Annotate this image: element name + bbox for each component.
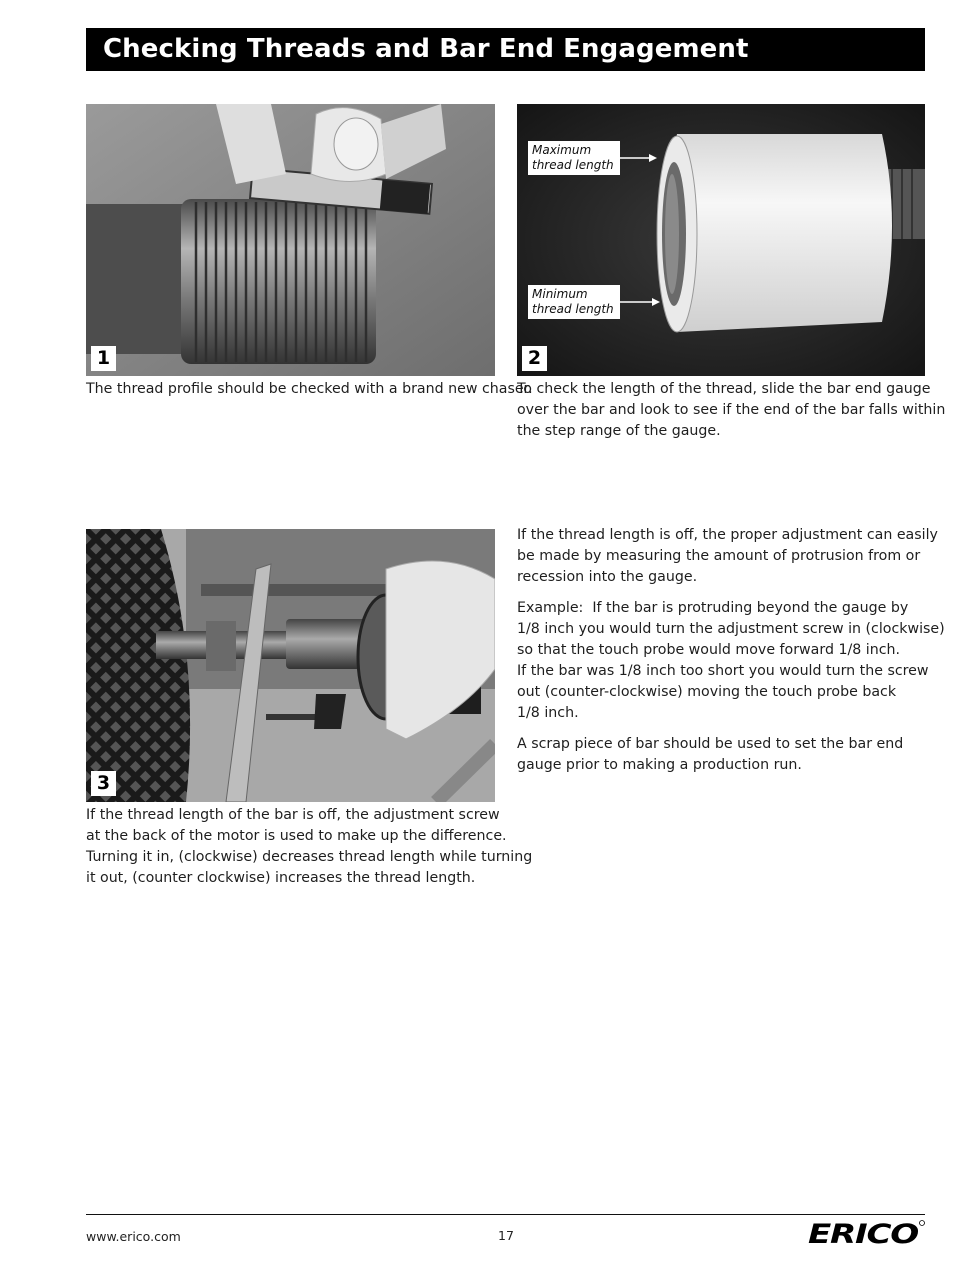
callout-maximum-thread-length: [528, 141, 620, 175]
p1-line-2: be made by measuring the amount of protrusion from or: [517, 548, 921, 564]
figure-2-number: 2: [522, 346, 547, 371]
callout-min-line-2: thread length: [532, 302, 614, 316]
title-bar: [86, 28, 925, 71]
caption-2-line-1: To check the length of the thread, slide the bar end gauge: [517, 381, 931, 397]
figure-3-number: 3: [91, 771, 116, 796]
right-column-text: [517, 525, 945, 786]
p2-line-3: so that the touch probe would move forward 1/8 inch.: [517, 642, 901, 658]
figure-3-photo: [86, 529, 495, 802]
p3-line-2: gauge prior to making a production run.: [517, 757, 802, 773]
caption-2-line-3: the step range of the gauge.: [517, 423, 721, 439]
caption-3-line-3: Turning it in, (clockwise) decreases thread length while turning: [86, 849, 533, 865]
p2-line-4: If the bar was 1/8 inch too short you would turn the screw: [517, 663, 929, 679]
paragraph-adjustment: [517, 525, 938, 588]
thread-chaser-illustration: [86, 104, 495, 376]
caption-2-line-2: over the bar and look to see if the end of the bar falls within: [517, 402, 946, 418]
p1-line-1: If the thread length is off, the proper adjustment can easily: [517, 527, 938, 543]
page-title: Checking Threads and Bar End Engagement: [103, 34, 749, 64]
figure-1-photo: [86, 104, 495, 376]
erico-logo: [806, 1218, 926, 1250]
callout-minimum-thread-length: [528, 285, 620, 319]
figure-2-photo: [517, 104, 925, 376]
p3-line-1: A scrap piece of bar should be used to set the bar end: [517, 736, 904, 752]
caption-3-line-1: If the thread length of the bar is off, the adjustment screw: [86, 807, 500, 823]
adjustment-screw-illustration: [86, 529, 495, 802]
erico-logo-text: ERICO: [808, 1219, 919, 1250]
paragraph-scrap-bar: [517, 734, 927, 776]
paragraph-example: [517, 598, 945, 724]
callout-max-line-2: thread length: [532, 158, 614, 172]
p2-line-1: Example: If the bar is protruding beyond the gauge by: [517, 600, 909, 616]
callout-max-line-1: Maximum: [532, 143, 592, 157]
figure-1-number: 1: [91, 346, 116, 371]
caption-3-line-4: it out, (counter clockwise) increases the thread length.: [86, 870, 476, 886]
callout-min-line-1: Minimum: [532, 287, 588, 301]
p2-line-2: 1/8 inch you would turn the adjustment screw in (clockwise): [517, 621, 945, 637]
p2-line-5: out (counter-clockwise) moving the touch probe back: [517, 684, 897, 700]
p1-line-3: recession into the gauge.: [517, 569, 698, 585]
footer-divider: [86, 1214, 925, 1215]
footer-url: www.erico.com: [86, 1229, 181, 1244]
figure-2-caption: [517, 379, 946, 442]
page-number: 17: [498, 1228, 514, 1243]
figure-1-caption: The thread profile should be checked with a brand new chaser.: [86, 381, 533, 397]
caption-3-line-2: at the back of the motor is used to make up the difference.: [86, 828, 507, 844]
p2-line-6: 1/8 inch.: [517, 705, 579, 721]
figure-3-caption: [86, 805, 533, 889]
registered-mark-icon: [920, 1221, 925, 1226]
